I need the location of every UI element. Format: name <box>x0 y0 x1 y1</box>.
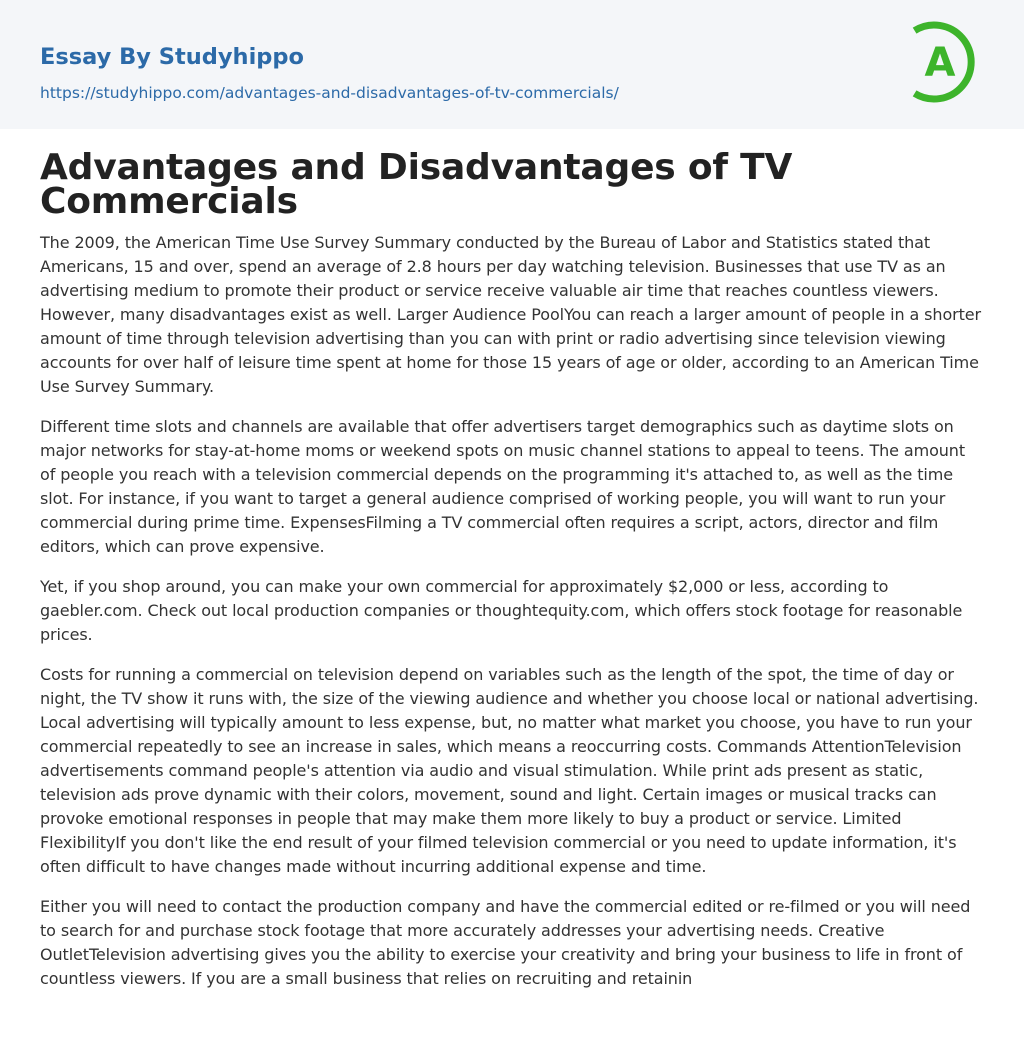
page-header <box>0 0 1024 129</box>
source-url-link[interactable]: https://studyhippo.com/advantages-and-disadvantages-of-tv-commercials/ <box>40 84 619 102</box>
article-paragraph: Different time slots and channels are available that offer advertisers target demographics such as daytime slots on major networks for stay-at-home moms or weekend spots on music channel stations to appeal to teens. The amount of people you reach with a television commercial depends on the programming it's attached to, as well as the time slot. For instance, if you want to target a general audience comprised of working people, you will want to run your commercial during prime time. ExpensesFilming a TV commercial often requires a script, actors, director and film editors, which can prove expensive. <box>40 417 966 556</box>
article-paragraph: Yet, if you shop around, you can make your own commercial for approximately $2,000 or less, according to gaebler.com. Check out local production companies or thoughtequity.com, which offers stock footage for reasonable prices. <box>40 577 963 644</box>
article-body <box>40 231 984 991</box>
article-paragraph: Costs for running a commercial on television depend on variables such as the length of the spot, the time of day or night, the TV show it runs with, the size of the viewing audience and whether you choose local or national advertising. Local advertising will typically amount to less expense, but, no matter what market you choose, you have to run your commercial repeatedly to see an increase in sales, which means a reoccurring costs. Commands AttentionTelevision advertisements command people's attention via audio and visual stimulation. While print ads present as static, television ads prove dynamic with their colors, movement, sound and light. Certain images or musical tracks can provoke emotional responses in people that may make them more likely to buy a product or service. Limited FlexibilityIf you don't like the end result of your filmed television commercial or you need to update information, it's often difficult to have changes made without incurring additional expense and time. <box>40 665 979 876</box>
studyhippo-logo-icon[interactable] <box>900 20 984 104</box>
article <box>0 129 1024 991</box>
article-paragraph: The 2009, the American Time Use Survey Summary conducted by the Bureau of Labor and Statistics stated that Americans, 15 and over, spend an average of 2.8 hours per day watching television. Businesses that use TV as an advertising medium to promote their product or service receive valuable air time that reaches countless viewers. However, many disadvantages exist as well. Larger Audience PoolYou can reach a larger amount of people in a shorter amount of time through television advertising than you can with print or radio advertising since television viewing accounts for over half of leisure time spent at home for those 15 years of age or older, according to an American Time Use Survey Summary. <box>40 233 982 396</box>
article-paragraph: Either you will need to contact the production company and have the commercial edited or re-filmed or you will need to search for and purchase stock footage that more accurately addresses your advertising needs. Creative OutletTelevision advertising gives you the ability to exercise your creativity and bring your business to life in front of countless viewers. If you are a small business that relies on recruiting and retainin <box>40 897 971 988</box>
brand-title: Essay By Studyhippo <box>40 44 304 70</box>
article-title: Advantages and Disadvantages of TV Commercials <box>40 147 793 222</box>
logo-letter: A <box>924 40 956 86</box>
